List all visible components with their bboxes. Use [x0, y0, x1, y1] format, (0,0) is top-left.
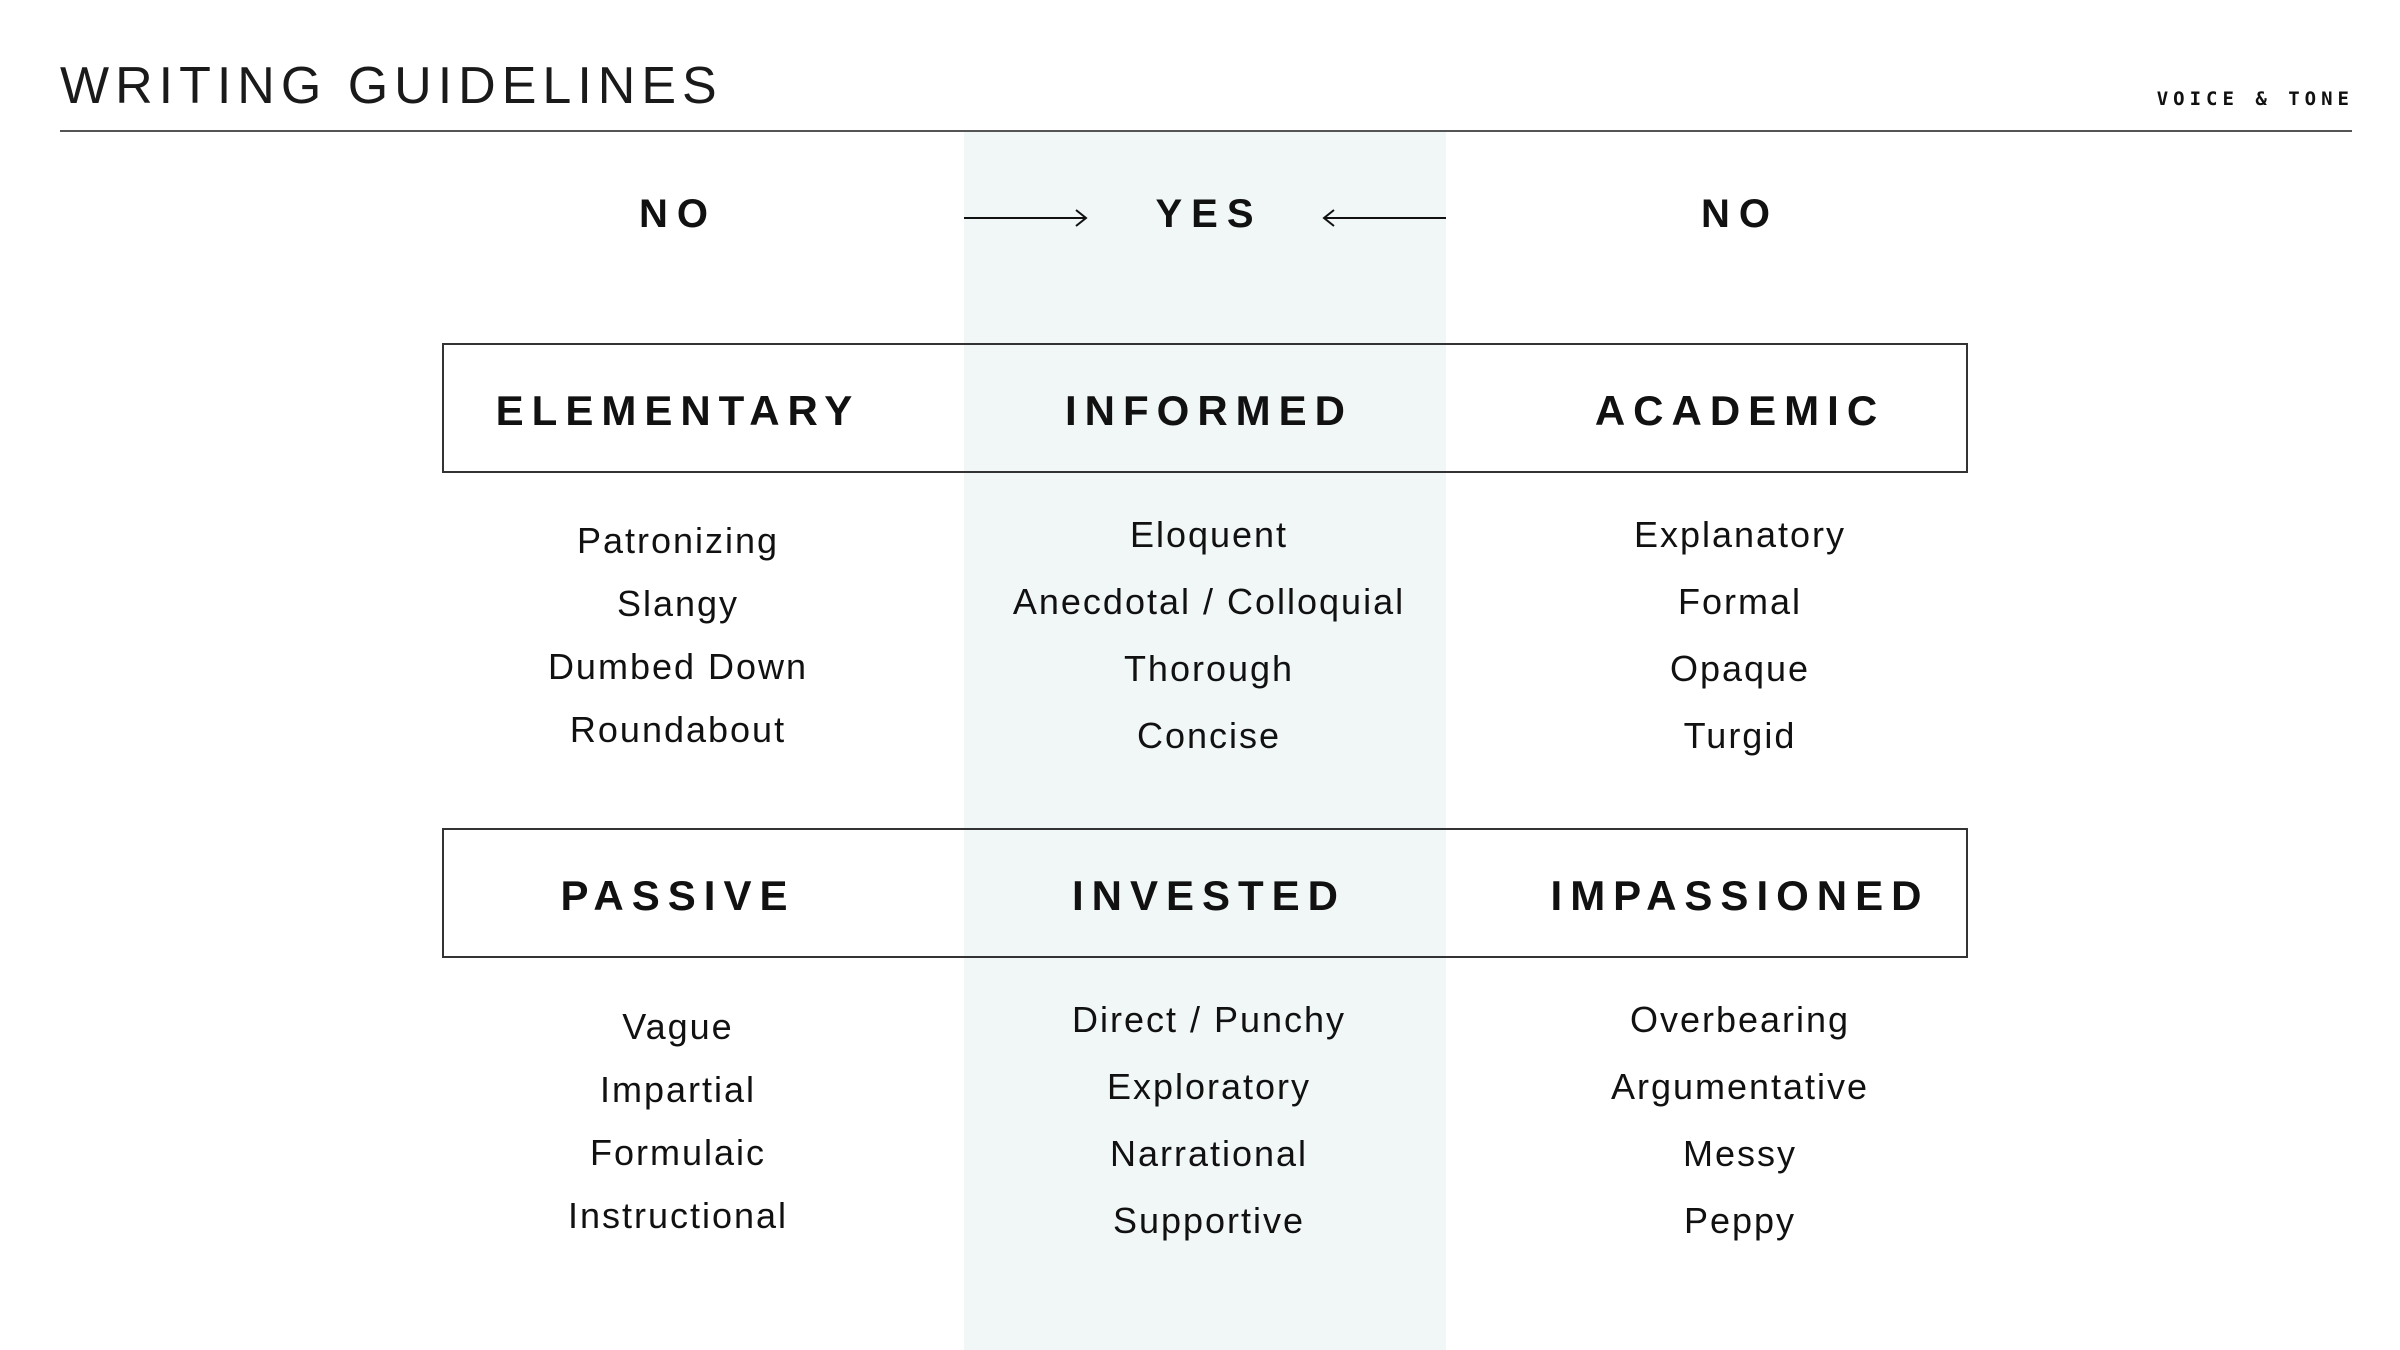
category-label-elementary: ELEMENTARY — [495, 387, 861, 434]
list-item: Slangy — [616, 583, 740, 624]
list-item: Opaque — [1669, 648, 1811, 689]
list-item: Formulaic — [589, 1132, 767, 1173]
list-item: Vague — [622, 1006, 734, 1047]
column-heading-yes: YES — [1155, 192, 1263, 236]
list-item: Anecdotal / Colloquial — [1012, 581, 1406, 622]
list-item: Turgid — [1683, 715, 1797, 756]
list-impassioned — [1480, 986, 2000, 1254]
list-item: Supportive — [1112, 1200, 1306, 1241]
category-label-informed: INFORMED — [1065, 387, 1353, 434]
list-item: Dumbed Down — [547, 646, 809, 687]
list-academic — [1480, 501, 2000, 769]
list-item: Peppy — [1683, 1200, 1797, 1241]
list-item: Direct / Punchy — [1071, 999, 1347, 1040]
list-item: Patronizing — [576, 520, 780, 561]
list-item: Exploratory — [1106, 1066, 1312, 1107]
list-item: Concise — [1136, 715, 1282, 756]
list-item: Instructional — [567, 1195, 789, 1236]
page-title: WRITING GUIDELINES — [60, 57, 723, 115]
list-item: Eloquent — [1129, 514, 1289, 555]
arrow-right-icon — [964, 206, 1088, 230]
category-label-invested: INVESTED — [1071, 872, 1347, 919]
list-item: Thorough — [1123, 648, 1295, 689]
list-informed — [949, 501, 1469, 769]
category-label-academic: ACADEMIC — [1594, 387, 1886, 434]
list-item: Messy — [1682, 1133, 1797, 1174]
list-elementary — [418, 509, 938, 761]
list-passive — [418, 995, 938, 1247]
arrow-left-icon — [1322, 206, 1446, 230]
list-item: Explanatory — [1633, 514, 1847, 555]
list-invested — [949, 986, 1469, 1254]
category-label-impassioned: IMPASSIONED — [1550, 872, 1930, 919]
list-item: Narrational — [1109, 1133, 1309, 1174]
list-item: Overbearing — [1629, 999, 1851, 1040]
column-heading-no-left: NO — [639, 192, 717, 236]
section-label: VOICE & TONE — [2156, 88, 2354, 110]
category-label-passive: PASSIVE — [560, 872, 796, 919]
list-item: Roundabout — [569, 709, 787, 750]
list-item: Formal — [1677, 581, 1802, 622]
column-heading-no-right: NO — [1701, 192, 1779, 236]
list-item: Argumentative — [1610, 1066, 1870, 1107]
list-item: Impartial — [599, 1069, 757, 1110]
